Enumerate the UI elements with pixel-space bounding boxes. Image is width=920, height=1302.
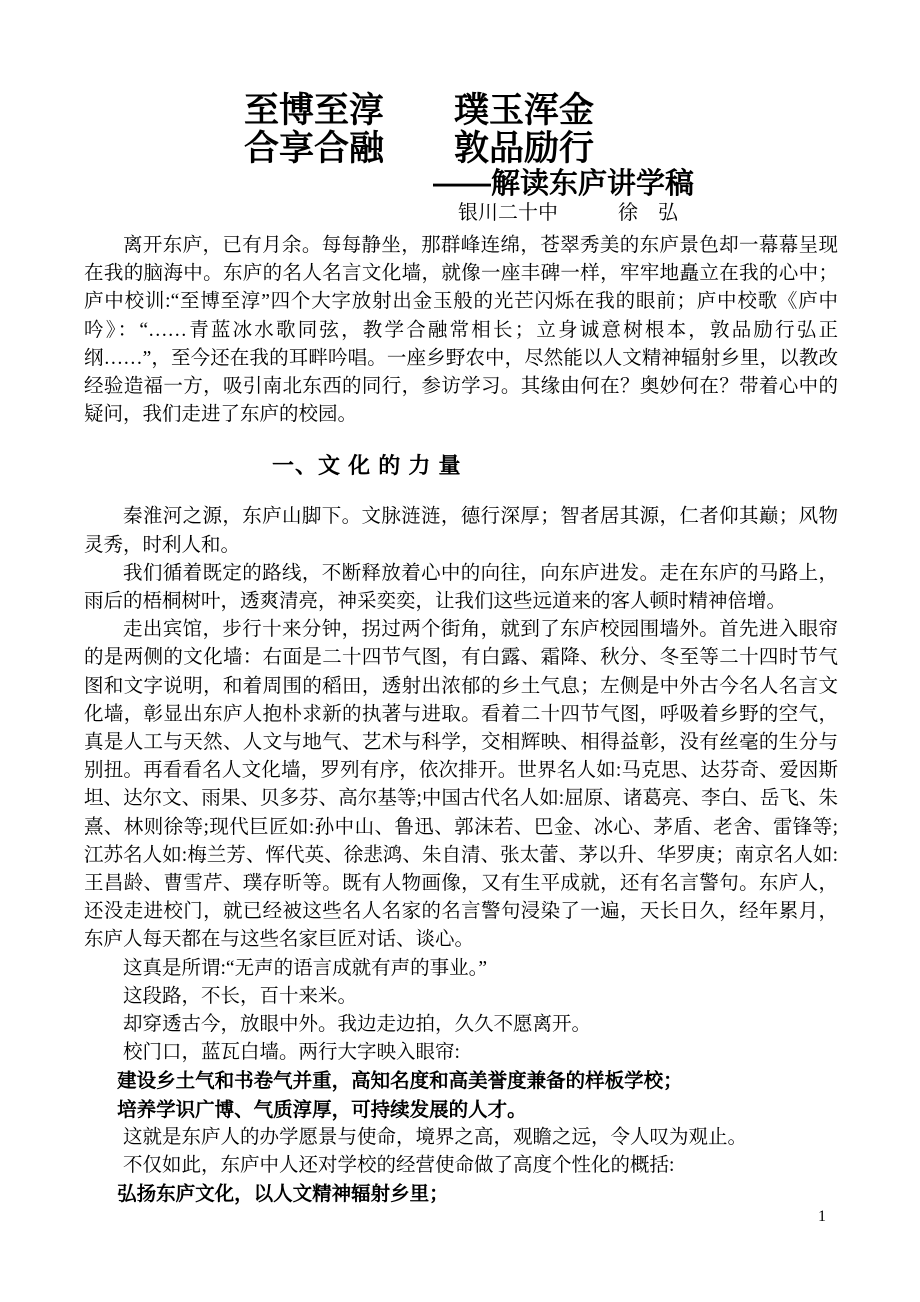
author-line: 银川二十中 徐 弘	[458, 202, 678, 224]
document-subtitle: ——解读东庐讲学稿	[433, 168, 695, 200]
paragraph-route: 我们循着既定的路线，不断释放着心中的向往，向东庐进发。走在东庐的马路上，雨后的梧桐树叶，透爽清亮，神采奕奕，让我们这些远道来的客人顿时精神倍增。	[84, 562, 838, 613]
paragraph-intro: 离开东庐，已有月余。每每静坐，那群峰连绵，苍翠秀美的东庐景色却一幕幕呈现在我的脑海中。东庐的名人名言文化墙，就像一座丰碑一样，牢牢地矗立在我的心中；庐中校训:“至博至淳”四个大字放射出金玉般的光芒闪烁在我的眼前；庐中校歌《庐中吟》：“……青蓝冰水歌同弦，教学合融常相长；立身诚意树根本，敦品励行弘正纲……”，至今还在我的耳畔吟唱。一座乡野农中，尽然能以人文精神辐射乡里，以教改经验造福一方，吸引南北东西的同行，参访学习。其缘由何在？奥妙何在？带着心中的疑问，我们走进了东庐的校园。	[84, 235, 838, 426]
paragraph-qinhuai: 秦淮河之源，东庐山脚下。文脉涟涟，德行深厚；智者居其源，仁者仰其巅；风物灵秀，时利人和。	[84, 506, 838, 556]
section-heading-1: 一、文 化 的 力 量	[272, 453, 462, 479]
paragraph-culture-wall: 走出宾馆，步行十来分钟，拐过两个街角，就到了东庐校园围墙外。首先进入眼帘的是两侧的文化墙：右面是二十四节气图，有白露、霜降、秋分、冬至等二十四时节气图和文字说明，和着周围的稻田，透射出浓郁的乡土气息；左侧是中外古今名人名言文化墙，彰显出东庐人抱朴求新的执著与进取。看着二十四节气图，呼吸着乡野的空气，真是人工与天然、人文与地气、艺术与科学，交相辉映、相得益彰，没有丝毫的生分与别扭。再看看名人文化墙，罗列有序，依次排开。世界名人如:马克思、达芬奇、爱因斯坦、达尔文、雨果、贝多芬、高尔基等;中国古代名人如:屈原、诸葛亮、李白、岳飞、朱熹、林则徐等;现代巨匠如:孙中山、鲁迅、郭沫若、巴金、冰心、茅盾、老舍、雷锋等;江苏名人如:梅兰芳、恽代英、徐悲鸿、朱自清、张太蕾、茅以升、华罗庚；南京名人如:王昌龄、曹雪芹、璞存昕等。既有人物画像，又有生平成就，还有名言警句。东庐人，还没走进校门，就已经被这些名人名家的名言警句浸染了一遍，天长日久，经年累月，东庐人每天都在与这些名家巨匠对话、谈心。	[84, 619, 838, 951]
paragraph-mission-intro: 不仅如此，东庐中人还对学校的经营使命做了高度个性化的概括:	[123, 1155, 675, 1177]
document-title-line-2: 合享合融 敦品励行	[244, 129, 595, 168]
paragraph-quote-silent-language: 这真是所谓:“无声的语言成就有声的事业。”	[123, 957, 487, 979]
paragraph-school-gate: 校门口，蓝瓦白墙。两行大字映入眼帘:	[123, 1042, 460, 1064]
motto-line-3: 弘扬东庐文化，以人文精神辐射乡里；	[117, 1183, 449, 1206]
paragraph-through-history: 却穿透古今，放眼中外。我边走边拍，久久不愿离开。	[123, 1014, 592, 1036]
paragraph-road-length: 这段路，不长，百十来米。	[123, 985, 358, 1007]
document-title-line-1: 至博至淳 璞玉浑金	[244, 91, 595, 130]
page-number: 1	[818, 1208, 826, 1225]
paragraph-vision-comment: 这就是东庐人的办学愿景与使命，境界之高，观瞻之远，令人叹为观止。	[123, 1126, 748, 1148]
motto-line-2: 培养学识广博、气质淳厚，可持续发展的人才。	[117, 1098, 527, 1121]
motto-line-1: 建设乡土气和书卷气并重，高知名度和高美誉度兼备的样板学校；	[117, 1070, 683, 1093]
document-body	[84, 232, 838, 1209]
